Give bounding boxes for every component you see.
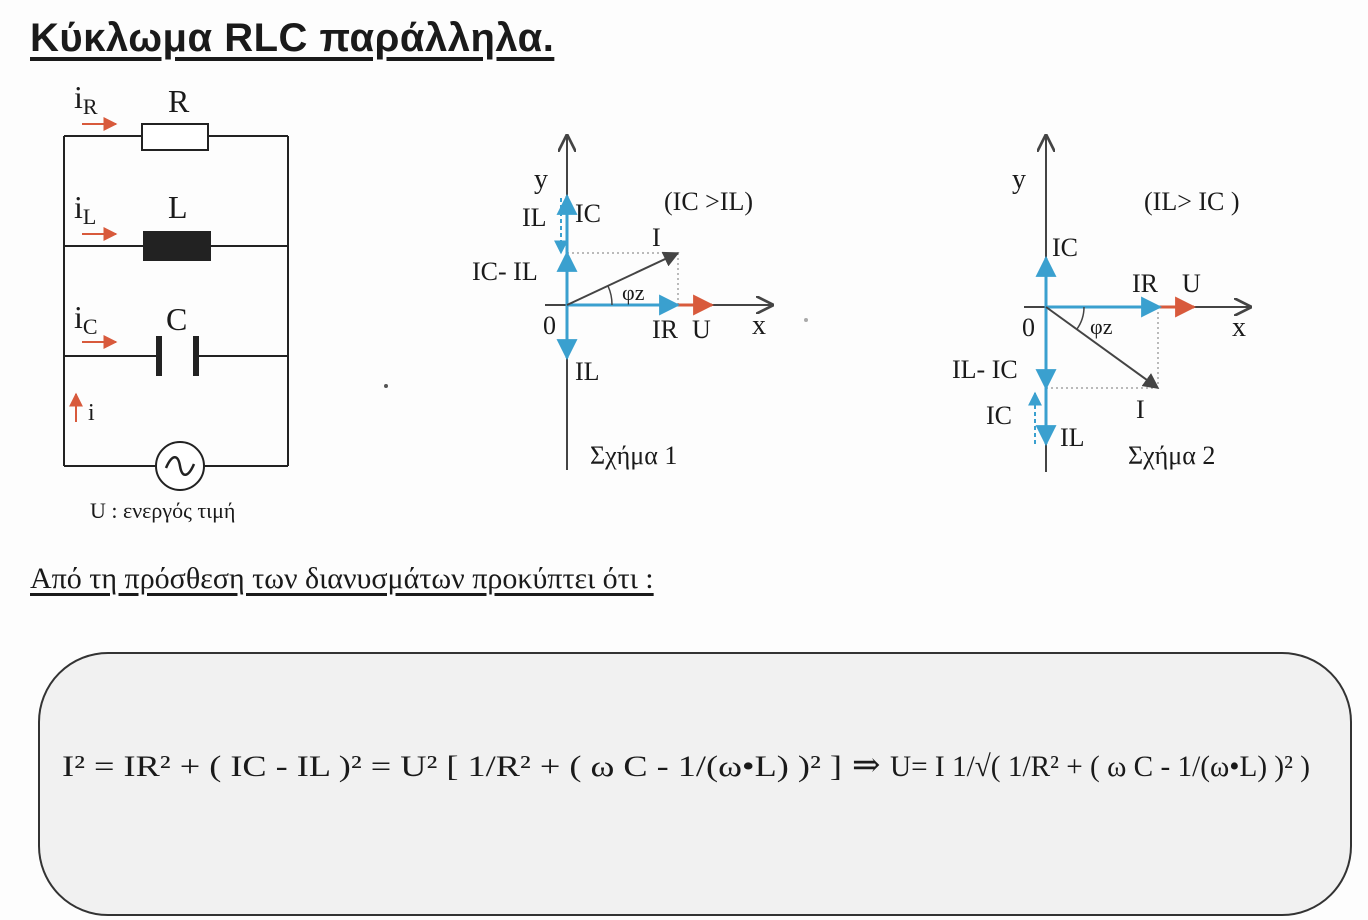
fig1-ir-label: IR (652, 315, 678, 344)
fig2-origin-label: 0 (1022, 313, 1035, 342)
inductor-symbol (144, 232, 210, 260)
resistor-label: R (168, 83, 190, 119)
formula-left-equation: I² = IR² + ( IC - IL )² = U² [ 1/R² + ( ω C - 1/(ω•L) )² ] (62, 750, 842, 783)
capacitor-label: C (166, 301, 188, 337)
formula-svg (40, 654, 1350, 914)
fig2-y-label: y (1012, 164, 1026, 195)
fig1-diff-label: IC- IL (472, 257, 538, 286)
inductor-label: L (168, 189, 188, 225)
fig1-condition: (IC >IL) (664, 187, 754, 216)
page-title: Κύκλωμα RLC παράλληλα. (30, 16, 555, 60)
fig1-il-bottom-label: IL (575, 357, 600, 386)
fig1-phi-arc (608, 286, 612, 305)
figure1 (472, 136, 772, 470)
fig2-caption: Σχήμα 2 (1128, 441, 1216, 470)
fig1-il-dashed-label: IL (522, 203, 547, 232)
section-subtitle: Από τη πρόσθεση των διανυσμάτων προκύπτει ότι : (30, 562, 654, 595)
implies-icon: ⇒ (852, 747, 881, 784)
fig1-origin-label: 0 (543, 311, 556, 340)
figure2 (952, 136, 1250, 472)
fig2-diff-label: IL- IC (952, 355, 1018, 384)
fig2-phi-label: φz (1090, 314, 1113, 339)
ir-label: iR (74, 79, 98, 119)
capacitor-plate-right (193, 336, 199, 376)
formula-right-equation: U= I 1/√( 1/R² + ( ω C - 1/(ω•L) )² ) (890, 750, 1310, 783)
circuit-caption: U : ενεργός τιμή (90, 498, 236, 523)
fig1-y-label: y (534, 164, 548, 195)
fig1-ic-label: IC (575, 199, 601, 228)
fig1-caption: Σχήμα 1 (590, 441, 678, 470)
fig2-il-bottom-label: IL (1060, 423, 1085, 452)
fig2-ic-label: IC (1052, 233, 1078, 262)
fig2-x-label: x (1232, 312, 1246, 343)
fig2-u-label: U (1182, 269, 1201, 298)
fig2-phi-arc (1077, 307, 1084, 329)
fig2-ir-label: IR (1132, 269, 1158, 298)
fig2-ic-dashed-label: IC (986, 401, 1012, 430)
fig2-condition: (IL> IC ) (1144, 187, 1240, 216)
fig1-phi-label: φz (622, 280, 645, 305)
formula-box (38, 652, 1352, 916)
source-current-label: i (88, 400, 95, 426)
fig1-u-label: U (692, 315, 711, 344)
fig1-i-label: I (652, 223, 661, 252)
resistor-symbol (142, 124, 208, 150)
il-label: iL (74, 189, 97, 229)
fig2-i-label: I (1136, 395, 1145, 424)
ic-label: iC (74, 299, 98, 339)
fig1-x-label: x (752, 310, 766, 341)
capacitor-plate-left (156, 336, 162, 376)
